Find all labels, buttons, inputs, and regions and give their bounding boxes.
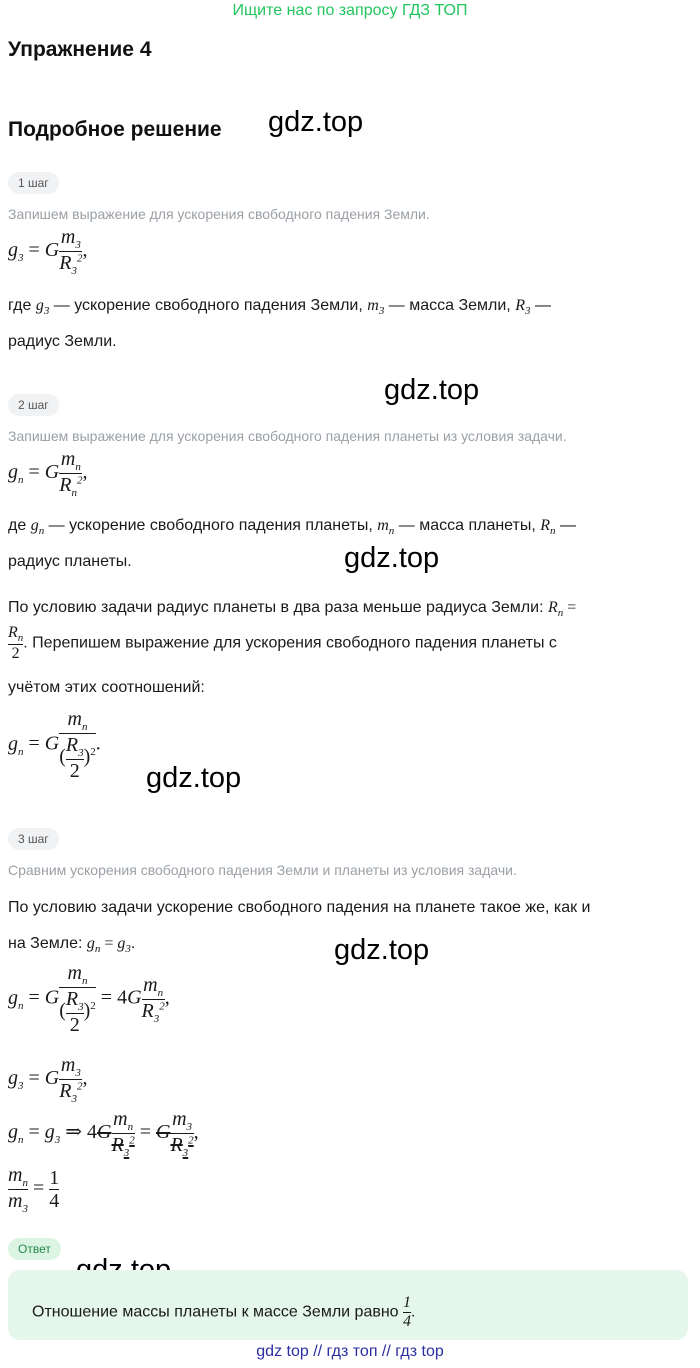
watermark: gdz.top <box>268 106 364 138</box>
watermark: gdz.top <box>334 934 430 966</box>
solution-heading: Подробное решение <box>8 118 222 141</box>
step-3-line-2: на Земле: $g_n = g_3$. <box>8 935 136 956</box>
watermark: gdz.top <box>344 542 440 574</box>
step-1-line-1: где $g_3$ — ускорение свободного падения Земли, $m_3$ — масса Земли, $R_3$ — <box>8 297 551 318</box>
condition-line-3: учётом этих соотношений: <box>8 679 205 696</box>
formula-equality: $g_n = g_3$ ⇒ 4G $\frac{m_n}{R_3^2}$ = G $\frac{m_3}{R_3^2}$ , <box>8 1108 199 1160</box>
step-2-line-1: де $g_n$ — ускорение свободного падения планеты, $m_n$ — масса планеты, $R_n$ — <box>8 517 576 538</box>
step-3-line-1: По условию задачи ускорение свободного падения на планете такое же, как и <box>8 899 591 916</box>
answer-chip: Ответ <box>8 1238 61 1260</box>
footer-links[interactable]: gdz top // гдз топ // гдз top <box>256 1343 444 1360</box>
formula-ratio: $\frac{m_n}{m_3}$ = $\frac{1}{4}$ <box>8 1164 60 1216</box>
condition-line-1: По условию задачи радиус планеты в два раза меньше радиуса Земли: $R_n$ = <box>8 599 577 620</box>
step-3-chip: 3 шаг <box>8 828 59 850</box>
step-2-hint: Запишем выражение для ускорения свободного падения планеты из условия задачи. <box>8 428 567 444</box>
step-1-hint: Запишем выражение для ускорения свободного падения Земли. <box>8 206 430 222</box>
step-1-chip: 1 шаг <box>8 172 59 194</box>
formula-g3-repeat: $g_3 = G$ $\frac{m_3}{R_3^2}$ , <box>8 1054 88 1106</box>
step-2-chip: 2 шаг <box>8 394 59 416</box>
answer-text: Отношение массы планеты к массе Земли равно $\frac{1}{4}$ . <box>32 1294 416 1330</box>
page-title: Упражнение 4 <box>8 38 152 61</box>
formula-g3: $g_3 = G$ $\frac{m_3}{R_3^2}$ , <box>8 226 88 278</box>
top-banner: Ищите нас по запросу ГДЗ ТОП <box>232 2 468 19</box>
formula-comparison: $g_n = G$ $m_n$ ( $\frac{R_3}{2}$ )$^2$ = 4G $\frac{m_n}{R_3^2}$ , <box>8 962 170 1037</box>
step-3-hint: Сравним ускорения свободного падения Земли и планеты из условия задачи. <box>8 862 517 878</box>
watermark: gdz.top <box>384 374 480 406</box>
formula-gn-substituted: $g_n = G$ $m_n$ ( $\frac{R_3}{2}$ )$^2$ . <box>8 708 101 783</box>
step-1-line-2: радиус Земли. <box>8 333 117 350</box>
condition-line-2: $\frac{R_n}{2}$ . Перепишем выражение для ускорения свободного падения планеты с <box>8 624 557 663</box>
watermark: gdz.top <box>146 762 242 794</box>
step-2-line-2: радиус планеты. <box>8 553 132 570</box>
formula-gn: $g_n = G$ $\frac{m_n}{R_n^2}$ , <box>8 448 88 500</box>
